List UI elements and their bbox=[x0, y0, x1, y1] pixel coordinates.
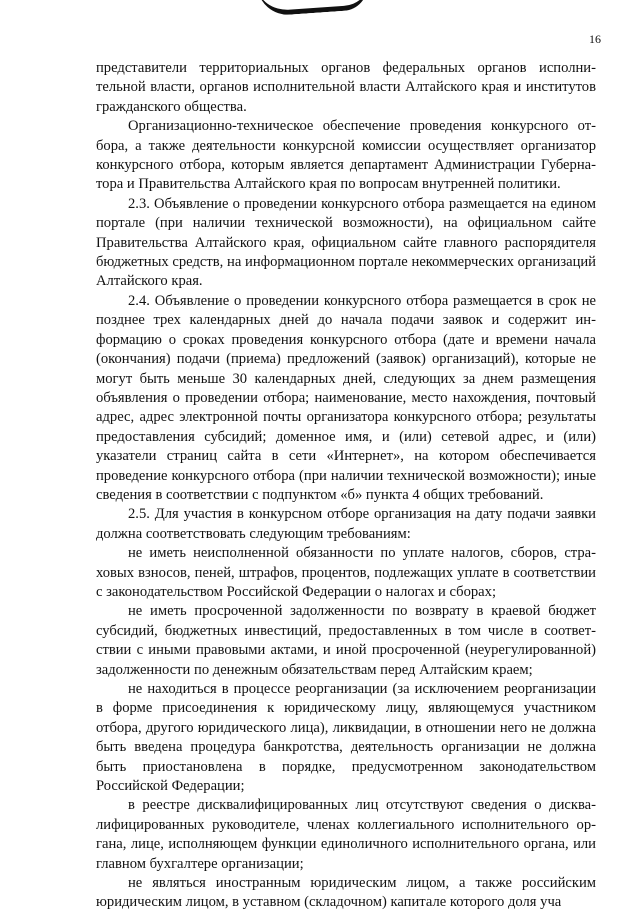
requirement-not-foreign-entity: не являться иностранным юридическим лицом, а также российским юридическим лицом, в уставном (складочном) капитале которого доля уча bbox=[96, 875, 596, 911]
requirement-no-overdue-debts: не иметь просроченной задолженности по возврату в краевой бюджет субсидий, бюджетных инвестиций, предоставленных в том числе в соответствии с иными правовыми актами, и иной просроченной (неурегулированной) задолженности по денежным обязательствам перед Алтайским краем; bbox=[96, 603, 596, 678]
paragraph-2-5-requirements: 2.5. Для участия в конкурсном отборе организация на дату подачи заявки должна соответствовать следующим требованиям: bbox=[96, 506, 596, 542]
requirement-no-disqualified-persons: в реестре дисквалифицированных лиц отсутствуют сведения о дисквалифицированных руководителе, членах коллегиального исполнительного органа, лице, исполняющем функции единоличного исполнительного органа, или главном бухгалтере организации; bbox=[96, 797, 596, 872]
paragraph-2-4-announcement-terms: 2.4. Объявление о проведении конкурсного отбора размещается в срок не позднее трех календарных дней до начала подачи заявок и содержит информацию о сроках проведения конкурсного отбора (дате и времени начала (окончания) подачи (приема) предложений (заявок) организаций), которые не могут быть меньше 30 календарных дней, следующих за днем размещения объявления о проведении отбора; наименование, место нахождения, почтовый адрес, адрес электронной почты организатора конкурсного отбора; результаты предоставления субсидий; доменное имя, и (или) сетевой адрес, и (или) указатели страниц сайта в сети «Интернет», на котором обеспечивается проведение конкурсного отбора (при наличии технической возможности); иные сведения в соответствии с подпунктом «б» пункта 4 общих требований. bbox=[96, 292, 596, 503]
requirement-no-reorganization: не находиться в процессе реорганизации (за исключением реорганизации в форме присоединения к юридическому лицу, являющемуся участником отбора, другого юридического лица), ликвидации, в отношении него не должна быть введена процедура банкротства, деятельность организации не должна быть приостановлена в порядке, предусмотренном законодательством Российской Федерации; bbox=[96, 681, 596, 795]
paragraph-organizational-support: Организационно-техническое обеспечение проведения конкурсного отбора, а также деятельности конкурсной комиссии осуществляет организатор конкурсного отбора, которым является департамент Администрации Губернатора и Правительства Алтайского края по вопросам внутренней политики. bbox=[96, 118, 596, 193]
paragraph-representatives: представители территориальных органов федеральных органов исполнительной власти, органов исполнительной власти Алтайского края и институтов гражданского общества. bbox=[96, 60, 596, 115]
paragraph-2-3-announcement-placement: 2.3. Объявление о проведении конкурсного отбора размещается на едином портале (при наличии технической возможности), на официальном сайте Правительства Алтайского края, официальном сайте главного распорядителя бюджетных средств, на информационном портале некоммерческих организаций Алтайского края. bbox=[96, 195, 596, 290]
document-body bbox=[96, 59, 596, 913]
handwritten-mark bbox=[257, 0, 369, 17]
page-number: 16 bbox=[589, 32, 601, 46]
requirement-no-tax-debts: не иметь неисполненной обязанности по уплате налогов, сборов, страховых взносов, пеней, штрафов, процентов, подлежащих уплате в соответствии с законодательством Российской Федерации о налогах и сборах; bbox=[96, 545, 596, 600]
